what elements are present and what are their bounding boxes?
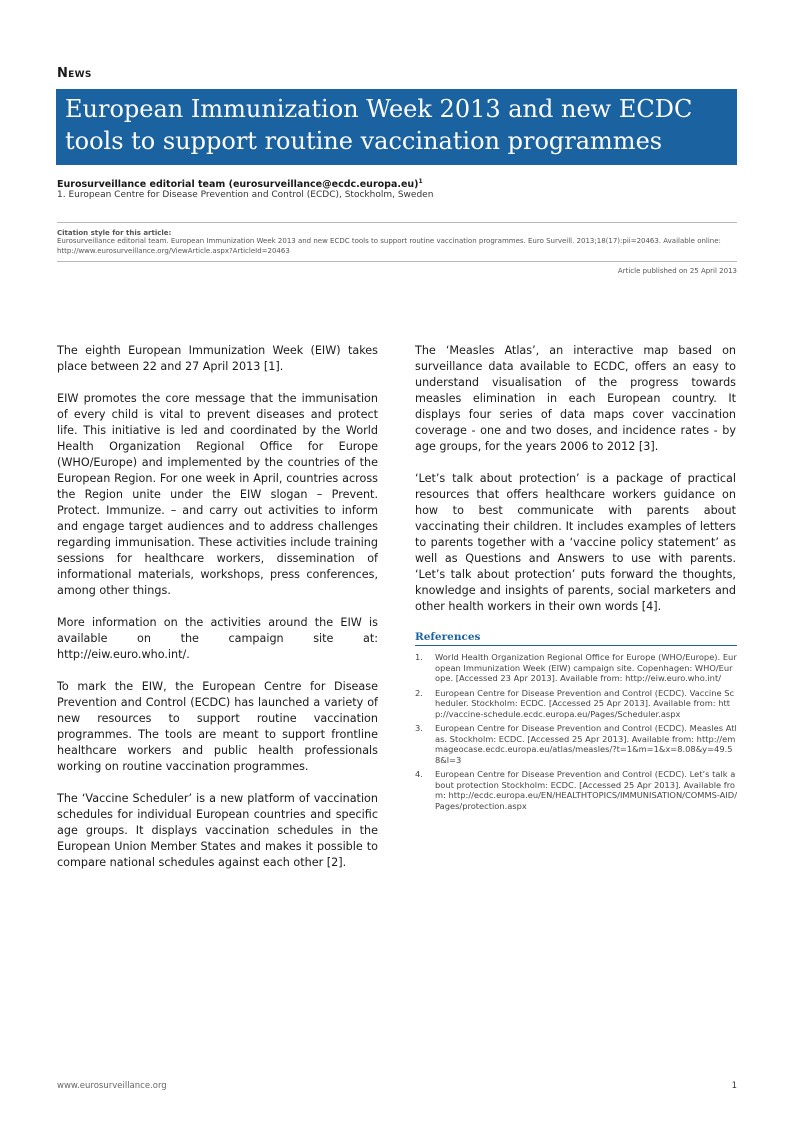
footer-website-link[interactable]: www.eurosurveillance.org [57, 1081, 167, 1091]
reference-number: 1. [415, 652, 423, 662]
section-label: News [57, 66, 92, 81]
reference-item [415, 723, 737, 765]
paragraph: The eighth European Immunization Week (EIW) takes place between 22 and 27 April 2013 [1]. [57, 344, 378, 373]
body-column-right [415, 343, 736, 815]
divider-bottom [57, 261, 737, 262]
reference-item [415, 688, 737, 720]
paragraph: ‘Let’s talk about protection’ is a package of practical resources that offers healthcare workers guidance on how to best communicate with parents about vaccinating their children. It includes examples of letters to parents together with a ‘vaccine policy statement’ as well as Questions and Answers to use with parents. ‘Let’s talk about protection’ puts forward the thoughts, knowledge and insights of parents, social marketers and other health workers in their own words [4]. [415, 472, 736, 613]
reference-item [415, 769, 737, 811]
reference-text[interactable]: European Centre for Disease Prevention and Control (ECDC). Vaccine Scheduler. Stockholm: ECDC. [Accessed 25 Apr 2013]. Available from: http://vaccine-schedule.ecdc.europa.eu/Pages/Scheduler.aspx [435, 687, 735, 719]
reference-text[interactable]: European Centre for Disease Prevention and Control (ECDC). Measles Atlas. Stockholm: ECDC. [Accessed 25 Apr 2013]. Available from: http://emmageocase.ecdc.europa.eu/atlas/measles/?t=1&m=1&x=8.08&y=49.58&l=3 [435, 723, 737, 765]
divider-top [57, 222, 737, 223]
references-heading: References [415, 631, 737, 646]
reference-number: 3. [415, 723, 423, 733]
reference-number: 4. [415, 769, 423, 779]
paragraph: To mark the EIW, the European Centre for Disease Prevention and Control (ECDC) has launched a variety of new resources to support routine vaccination programmes. The tools are meant to support frontline healthcare workers and public health professionals working on routine vaccination programmes. [57, 680, 378, 773]
title-banner [56, 89, 737, 165]
author-line [57, 178, 423, 190]
body-column-left [57, 343, 378, 887]
reference-item [415, 652, 737, 684]
article-title: European Immunization Week 2013 and new ECDC tools to support routine vaccination programmes [65, 95, 693, 155]
affiliation: 1. European Centre for Disease Prevention and Control (ECDC), Stockholm, Sweden [57, 190, 434, 200]
paragraph: The ‘Measles Atlas’, an interactive map based on surveillance data available to ECDC, offers an easy to understand visualisation of the progress towards measles elimination in each European country. It displays four series of data maps cover vaccination coverage - one and two doses, and incidence rates - by age groups, for the years 2006 to 2012 [3]. [415, 344, 736, 453]
reference-number: 2. [415, 687, 423, 698]
reference-text[interactable]: World Health Organization Regional Office for Europe (WHO/Europe). European Immunization Week (EIW) campaign site. Copenhagen: WHO/Europe. [Accessed 23 Apr 2013]. Available from: http://eiw.euro.who.int/ [435, 652, 737, 683]
references-list [415, 652, 737, 811]
citation-heading: Citation style for this article: [57, 229, 172, 237]
reference-text[interactable]: European Centre for Disease Prevention and Control (ECDC). Let’s talk about protection Stockholm: ECDC. [Accessed 25 Apr 2013]. Available from: http://ecdc.europa.eu/EN/HEALTHTOPICS/IMMUNISATION/COMMS-AID/Pages/protection.aspx [435, 769, 737, 811]
paragraph: EIW promotes the core message that the immunisation of every child is vital to prevent diseases and protect life. This initiative is led and coordinated by the World Health Organization Regional Office for Europe (WHO/Europe) and implemented by the countries of the European Region. For one week in April, countries across the Region unite under the EIW slogan – Prevent. Protect. Immunize. – and carry out activities to inform and engage target audiences and to address challenges regarding immunisation. These activities include training sessions for healthcare workers, dissemination of informational materials, workshops, press conferences, among other things. [57, 392, 378, 597]
author-text: Eurosurveillance editorial team (eurosurveillance@ecdc.europa.eu) [57, 179, 419, 191]
citation-text: Eurosurveillance editorial team. European Immunization Week 2013 and new ECDC tools to support routine vaccination programmes. Euro Surveill. 2013;18(17):pii=20463. Available online: http://www.eurosurveillance.org/ViewArticle.aspx?ArticleId=20463 [57, 237, 721, 255]
author-affiliation-marker: 1 [418, 178, 423, 185]
page-number: 1 [731, 1081, 737, 1091]
paragraph: The ‘Vaccine Scheduler’ is a new platform of vaccination schedules for individual European countries and specific age groups. It displays vaccination schedules in the European Union Member States and makes it possible to compare national schedules against each other [2]. [57, 792, 378, 869]
published-date: Article published on 25 April 2013 [617, 267, 737, 275]
paragraph: More information on the activities around the EIW is available on the campaign site at: http://eiw.euro.who.int/. [57, 616, 378, 661]
